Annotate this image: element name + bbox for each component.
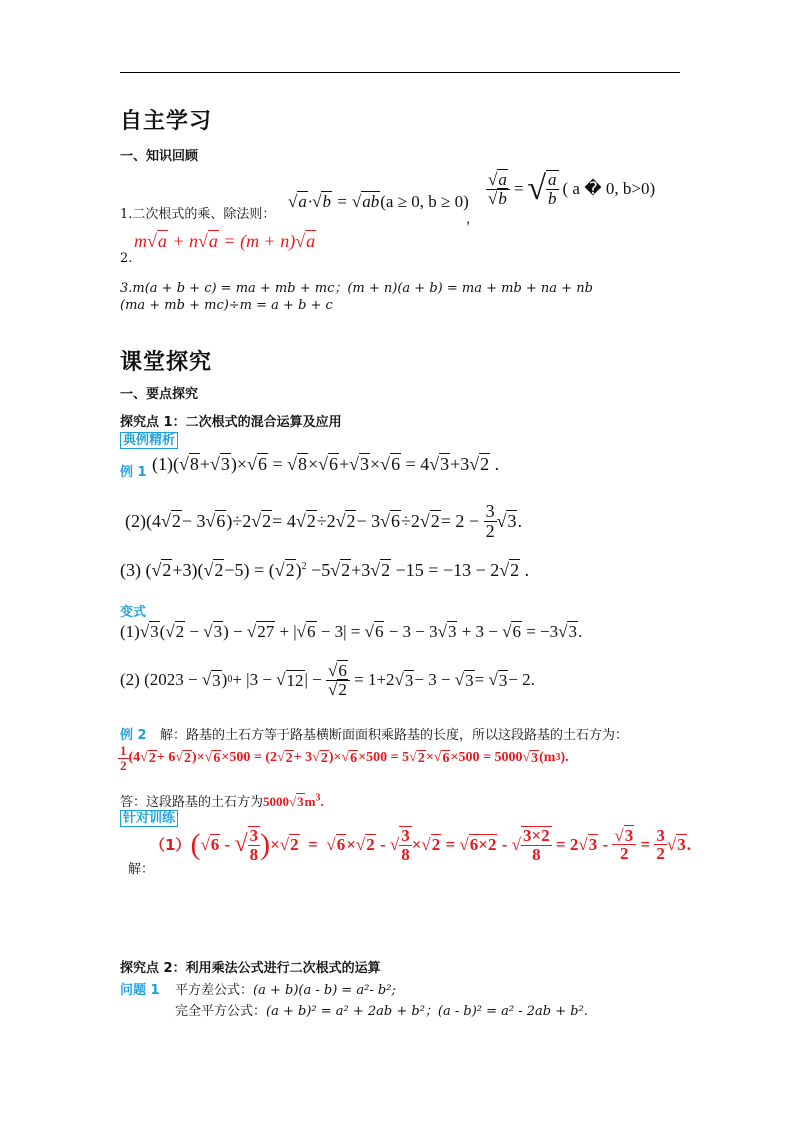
example-2-calculation: $\frac{1}{2}$ (4√ 2 + 6√ 2 )×√ 6 ×500 = (2√ 2 + 3√ 2 )×√ 6 ×500 = 5√ 2 ×√ 6 ×500 = 5000√ 3 (m 3 ).	[120, 743, 569, 773]
example-1-part-2: (2) (4√ 2 − 3√ 6 )÷2√ 2 = 4√ 2 ÷2√ 2 − 3√ 6 ÷2√ 2 = 2 − $\frac{3}{2}$ √ 3 .	[125, 501, 522, 541]
perfect-square: 完全平方公式：(a + b)² = a² + 2ab + b²；(a - b)² = a² - 2ab + b².	[175, 1004, 588, 1019]
section-title-self-study: 自主学习	[120, 109, 213, 134]
example-2-text: 解：路基的土石方等于路基横断面面积乘路基的长度，所以这段路基的土石方为：	[160, 728, 629, 743]
variant-part-1: (1)√3(√2 − √3) − √27 + |√6 − 3| = √6 − 3 − 3√3 + 3 − √6 = −3√3.	[120, 622, 583, 641]
example-2-answer: 答：这段路基的土石方为$5000√3m^3$.	[120, 792, 324, 810]
drill-solution-label: 解：	[128, 862, 155, 877]
like-radicals-formula: m√a + n√a = (m + n)√a	[134, 231, 316, 251]
top-rule	[120, 72, 680, 73]
tag-typical-examples: 典例精析	[120, 432, 178, 449]
difference-of-squares: 平方差公式：(a + b)(a - b) = a²- b²;	[175, 983, 396, 998]
subsection-review: 一、知识回顾	[120, 149, 199, 164]
product-rule-formula: √a·√b = √ab(a ≥ 0, b ≥ 0)	[288, 192, 469, 211]
subsection-key-points: 一、要点探究	[120, 387, 199, 402]
inquiry-point-1: 探究点 1：二次根式的混合运算及应用	[120, 415, 342, 430]
tag-variant: 变式	[120, 605, 147, 620]
drill-calculation: （1） ( √ 6 - √ $\frac{3}{8}$ ) ×√ 2 = √ 6 ×√ 2 - √ $\frac{3}{8}$ ×√ 2 = √ 6×2 - √ $\frac{3\times 2}{8}$ = 2√ 3 - $\frac{√3}{2}$ = $\frac{3}{2}$ √ 3 .	[150, 825, 691, 864]
variant-part-2: (2) (2023 − √ 3 ) 0 + |3 − √ 12 | − $\frac{√6}{√2}$ = 1+2√ 3 − 3 − √ 3 = √ 3 − 2.	[120, 661, 535, 699]
rule-3-line-2: (ma + mb + mc)÷m = a + b + c	[120, 298, 333, 313]
section-title-class-inquiry: 课堂探究	[120, 350, 213, 375]
inquiry-point-2: 探究点 2：利用乘法公式进行二次根式的运算	[120, 961, 381, 976]
comma: ，	[466, 212, 480, 227]
quotient-rule-formula: $\frac{√a}{√b}$ = √ $\frac{a}{b}$ ( a � 0, b>0)	[488, 169, 656, 208]
example-1-part-1: (1)(√8+√3)×√6 = √8×√6+√3×√6 = 4√3+3√2 .	[152, 454, 500, 474]
tag-example-1: 例 1	[120, 465, 147, 480]
rule-3-line-1: 3.m(a + b + c) = ma + mb + mc；(m + n)(a + b) = ma + mb + na + nb	[120, 281, 593, 296]
rule-2-label: 2.	[120, 251, 133, 266]
tag-question-1: 问题 1	[120, 983, 160, 998]
rule-1-label: 1.二次根式的乘、除法则：	[120, 207, 276, 222]
tag-targeted-drill: 针对训练	[120, 810, 178, 827]
example-1-part-3: (3) $(√2+3)(√2-5) = (√2)^2 -5√2+3√2 -15 = -13 - 2√2$ .	[120, 560, 530, 580]
tag-example-2: 例 2	[120, 728, 147, 743]
